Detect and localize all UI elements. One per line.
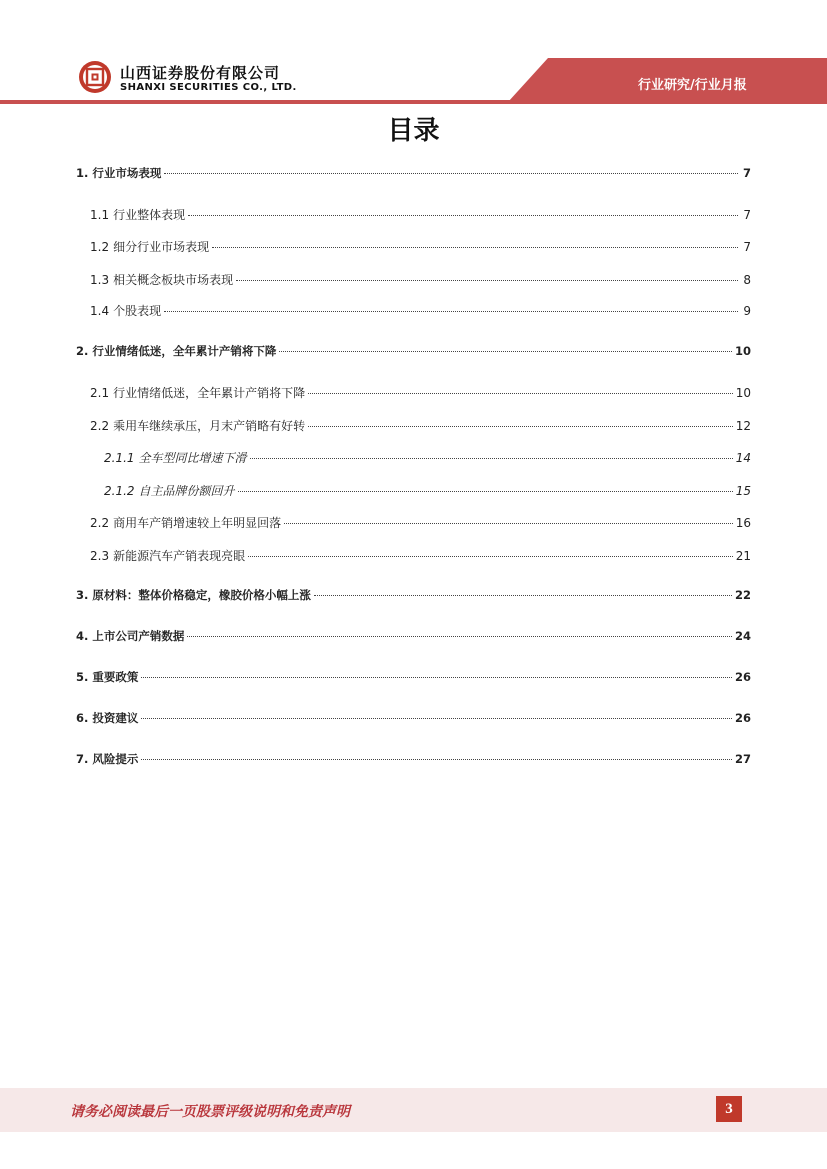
toc-entry-label: 全车型同比增速下滑 bbox=[138, 451, 247, 465]
toc-entry[interactable] bbox=[76, 669, 751, 685]
toc-entry[interactable] bbox=[90, 238, 751, 255]
toc-entry-page: 16 bbox=[735, 516, 751, 530]
toc-dot-leader bbox=[141, 677, 732, 678]
shanxi-securities-logo-icon bbox=[78, 60, 112, 94]
toc-entry[interactable] bbox=[76, 587, 751, 603]
header-band bbox=[0, 0, 827, 110]
toc-entry-number: 2.3 bbox=[90, 549, 110, 563]
company-name-cn: 山西证券股份有限公司 bbox=[120, 64, 281, 82]
toc-entry-number: 5. bbox=[76, 670, 89, 684]
toc-entry-page: 10 bbox=[735, 386, 751, 400]
toc-entry[interactable] bbox=[90, 514, 751, 531]
toc-dot-leader bbox=[236, 280, 738, 281]
toc-entry-number: 7. bbox=[76, 752, 89, 766]
toc-entry-label: 商用车产销增速较上年明显回落 bbox=[113, 516, 282, 530]
toc-entry-page: 26 bbox=[734, 670, 751, 684]
toc-entry-label: 行业市场表现 bbox=[92, 166, 162, 180]
toc-entry-page: 10 bbox=[734, 344, 751, 358]
toc-entry-number: 2.2 bbox=[90, 419, 110, 433]
toc-entry-number: 2.2 bbox=[90, 516, 110, 530]
toc-entry-label: 上市公司产销数据 bbox=[92, 629, 185, 643]
toc-entry-label: 投资建议 bbox=[92, 711, 139, 725]
toc-entry-page: 22 bbox=[734, 588, 751, 602]
toc-dot-leader bbox=[308, 426, 733, 427]
toc-dot-leader bbox=[164, 173, 738, 174]
toc-entry[interactable] bbox=[90, 271, 751, 288]
toc-entry[interactable] bbox=[90, 206, 751, 223]
toc-entry-page: 27 bbox=[734, 752, 751, 766]
toc-entry-number: 2.1.2 bbox=[104, 484, 135, 498]
toc-dot-leader bbox=[141, 759, 732, 760]
toc-entry-page: 7 bbox=[743, 208, 751, 222]
toc-entry-number: 1.3 bbox=[90, 273, 110, 287]
toc-entry-number: 1.1 bbox=[90, 208, 110, 222]
toc-dot-leader bbox=[314, 595, 732, 596]
toc-entry[interactable] bbox=[104, 449, 751, 466]
toc-entry-label: 行业情绪低迷，全年累计产销将下降 bbox=[92, 344, 277, 358]
toc-entry[interactable] bbox=[76, 628, 751, 644]
toc-entry-number: 4. bbox=[76, 629, 89, 643]
toc-dot-leader bbox=[279, 351, 732, 352]
toc-dot-leader bbox=[141, 718, 732, 719]
toc-entry-label: 行业整体表现 bbox=[113, 208, 186, 222]
toc-entry-page: 14 bbox=[735, 451, 751, 465]
toc-entry-label: 行业情绪低迷，全年累计产销将下降 bbox=[113, 386, 306, 400]
toc-dot-leader bbox=[188, 215, 738, 216]
toc-entry-page: 26 bbox=[734, 711, 751, 725]
toc-entry-number: 1.2 bbox=[90, 240, 110, 254]
toc-entry-label: 风险提示 bbox=[92, 752, 139, 766]
footer-disclaimer: 请务必阅读最后一页股票评级说明和免责声明 bbox=[70, 1104, 350, 1120]
toc-dot-leader bbox=[248, 556, 733, 557]
toc-entry-number: 2.1.1 bbox=[104, 451, 135, 465]
toc-entry-number: 2. bbox=[76, 344, 89, 358]
toc-entry-number: 1.4 bbox=[90, 304, 110, 318]
toc-entry-number: 3. bbox=[76, 588, 89, 602]
toc-entry-number: 6. bbox=[76, 711, 89, 725]
toc-entry-page: 24 bbox=[734, 629, 751, 643]
toc-dot-leader bbox=[238, 491, 733, 492]
toc-dot-leader bbox=[284, 523, 733, 524]
toc-entry[interactable] bbox=[104, 482, 751, 499]
toc-title: 目录 bbox=[387, 116, 440, 146]
toc-entry-label: 自主品牌份额回升 bbox=[138, 484, 235, 498]
toc-entry-label: 相关概念板块市场表现 bbox=[113, 273, 234, 287]
toc-entry-page: 9 bbox=[743, 304, 751, 318]
toc-dot-leader bbox=[308, 393, 733, 394]
toc-entry-label: 重要政策 bbox=[92, 670, 139, 684]
toc-entry-page: 15 bbox=[735, 484, 751, 498]
toc-dot-leader bbox=[187, 636, 732, 637]
report-type-label: 行业研究/行业月报 bbox=[638, 78, 747, 93]
toc-entry[interactable] bbox=[90, 302, 751, 319]
company-name-en: SHANXI SECURITIES CO., LTD. bbox=[120, 82, 297, 93]
toc-entry-label: 乘用车继续承压，月末产销略有好转 bbox=[113, 419, 306, 433]
toc-entry[interactable] bbox=[90, 417, 751, 434]
toc-entry[interactable] bbox=[76, 710, 751, 726]
page-number: 3 bbox=[716, 1096, 742, 1122]
toc-entry-label: 个股表现 bbox=[113, 304, 162, 318]
toc-entry[interactable] bbox=[90, 384, 751, 401]
toc-dot-leader bbox=[164, 311, 738, 312]
toc-entry[interactable] bbox=[76, 165, 751, 181]
toc-dot-leader bbox=[250, 458, 733, 459]
toc-entry-number: 2.1 bbox=[90, 386, 110, 400]
toc-entry[interactable] bbox=[76, 751, 751, 767]
page-header bbox=[0, 0, 827, 110]
toc-entry-page: 7 bbox=[742, 166, 751, 180]
toc-entry-page: 7 bbox=[743, 240, 751, 254]
toc-entry-page: 21 bbox=[735, 549, 751, 563]
toc-entry-label: 原材料：整体价格稳定，橡胶价格小幅上涨 bbox=[92, 588, 311, 602]
toc-entry[interactable] bbox=[76, 343, 751, 359]
toc-entry[interactable] bbox=[90, 547, 751, 564]
toc-dot-leader bbox=[212, 247, 738, 248]
toc-entry-number: 1. bbox=[76, 166, 89, 180]
toc-entry-page: 12 bbox=[735, 419, 751, 433]
toc-entry-page: 8 bbox=[743, 273, 751, 287]
toc-entry-label: 新能源汽车产销表现亮眼 bbox=[113, 549, 246, 563]
toc-entry-label: 细分行业市场表现 bbox=[113, 240, 210, 254]
